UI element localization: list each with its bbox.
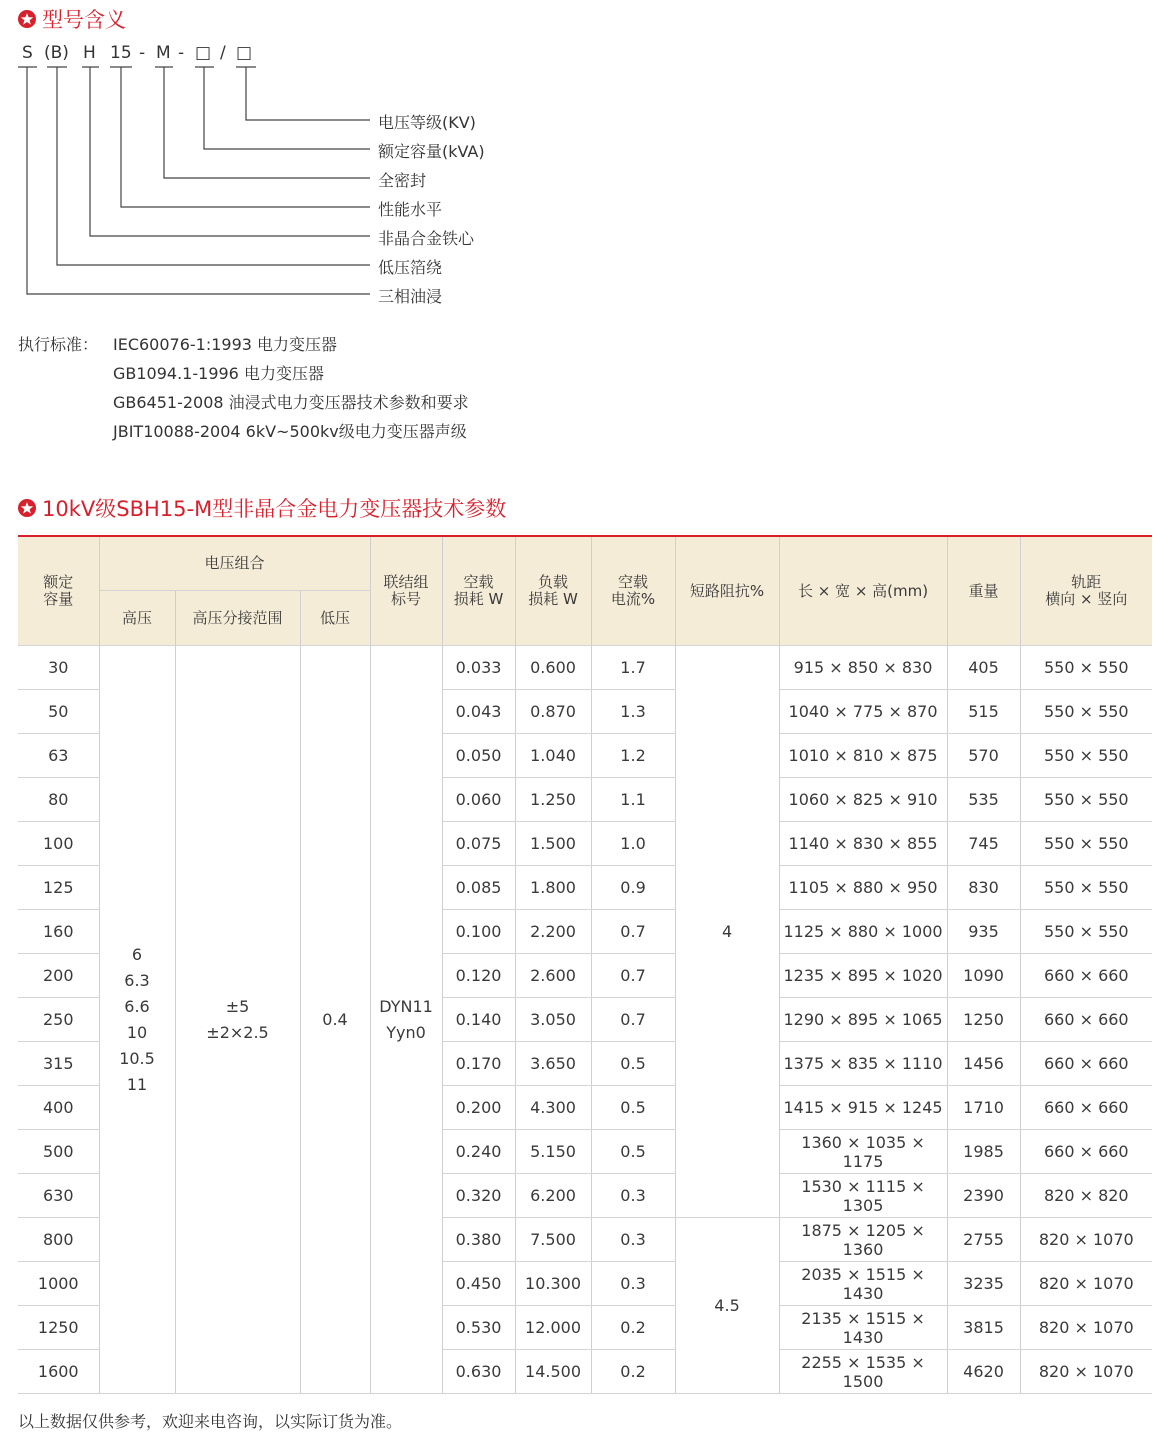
cell-gauge: 550 × 550 — [1020, 822, 1152, 866]
cell-gauge: 820 × 1070 — [1020, 1218, 1152, 1262]
cell-weight: 2390 — [947, 1174, 1020, 1218]
cell-weight: 535 — [947, 778, 1020, 822]
cell-gauge: 820 × 1070 — [1020, 1306, 1152, 1350]
cell-no-load-current: 0.7 — [591, 998, 675, 1042]
cell-weight: 405 — [947, 646, 1020, 690]
cell-weight: 935 — [947, 910, 1020, 954]
cell-weight: 515 — [947, 690, 1020, 734]
cell-capacity: 160 — [18, 910, 99, 954]
cell-no-load-current: 0.2 — [591, 1306, 675, 1350]
code-char: - — [178, 43, 185, 63]
cell-gauge: 660 × 660 — [1020, 998, 1152, 1042]
cell-weight: 4620 — [947, 1350, 1020, 1394]
cell-load-loss: 5.150 — [515, 1130, 591, 1174]
standard-line: GB6451-2008 油浸式电力变压器技术参数和要求 — [113, 393, 469, 412]
cell-no-load-current: 0.5 — [591, 1042, 675, 1086]
cell-no-load-loss: 0.043 — [442, 690, 515, 734]
cell-no-load-loss: 0.100 — [442, 910, 515, 954]
cell-capacity: 125 — [18, 866, 99, 910]
cell-no-load-current: 0.5 — [591, 1086, 675, 1130]
section-title-tech-params — [18, 493, 506, 523]
cell-dimensions: 2035 × 1515 × 1430 — [779, 1262, 947, 1306]
legend-rated-capacity: 额定容量(kVA) — [378, 142, 485, 161]
cell-capacity: 1250 — [18, 1306, 99, 1350]
cell-no-load-loss: 0.033 — [442, 646, 515, 690]
cell-dimensions: 1105 × 880 × 950 — [779, 866, 947, 910]
cell-capacity: 500 — [18, 1130, 99, 1174]
cell-impedance: 4 — [675, 646, 779, 1218]
cell-no-load-current: 1.1 — [591, 778, 675, 822]
code-char: H — [83, 43, 96, 63]
header-weight: 重量 — [947, 537, 1020, 646]
cell-no-load-current: 1.0 — [591, 822, 675, 866]
legend-three-phase-oil: 三相油浸 — [378, 287, 443, 306]
cell-no-load-current: 0.7 — [591, 910, 675, 954]
cell-no-load-loss: 0.060 — [442, 778, 515, 822]
cell-gauge: 660 × 660 — [1020, 954, 1152, 998]
cell-lv: 0.4 — [300, 646, 370, 1394]
cell-gauge: 550 × 550 — [1020, 690, 1152, 734]
cell-gauge: 820 × 1070 — [1020, 1350, 1152, 1394]
cell-dimensions: 915 × 850 × 830 — [779, 646, 947, 690]
cell-capacity: 315 — [18, 1042, 99, 1086]
cell-dimensions: 1235 × 895 × 1020 — [779, 954, 947, 998]
cell-load-loss: 2.200 — [515, 910, 591, 954]
cell-no-load-loss: 0.085 — [442, 866, 515, 910]
standard-line: GB1094.1-1996 电力变压器 — [113, 364, 324, 383]
cell-tap-range: ±5 ±2×2.5 — [175, 646, 300, 1394]
model-code-bracket-lines — [0, 0, 400, 310]
cell-capacity: 100 — [18, 822, 99, 866]
code-char: M — [156, 43, 171, 63]
cell-load-loss: 2.600 — [515, 954, 591, 998]
legend-performance-level: 性能水平 — [378, 200, 443, 219]
legend-lv-foil-winding: 低压箔绕 — [378, 258, 443, 277]
cell-no-load-loss: 0.075 — [442, 822, 515, 866]
cell-load-loss: 4.300 — [515, 1086, 591, 1130]
cell-weight: 570 — [947, 734, 1020, 778]
cell-gauge: 820 × 1070 — [1020, 1262, 1152, 1306]
cell-no-load-loss: 0.630 — [442, 1350, 515, 1394]
cell-no-load-loss: 0.050 — [442, 734, 515, 778]
cell-no-load-loss: 0.200 — [442, 1086, 515, 1130]
code-char: 15 — [110, 43, 132, 63]
cell-capacity: 50 — [18, 690, 99, 734]
cell-dimensions: 1415 × 915 × 1245 — [779, 1086, 947, 1130]
cell-dimensions: 2135 × 1515 × 1430 — [779, 1306, 947, 1350]
header-hv: 高压 — [99, 591, 175, 646]
header-load-loss: 负载 损耗 W — [515, 537, 591, 646]
cell-no-load-loss: 0.240 — [442, 1130, 515, 1174]
cell-load-loss: 7.500 — [515, 1218, 591, 1262]
cell-capacity: 1000 — [18, 1262, 99, 1306]
cell-capacity: 400 — [18, 1086, 99, 1130]
code-char: □ — [236, 43, 253, 63]
cell-dimensions: 2255 × 1535 × 1500 — [779, 1350, 947, 1394]
cell-weight: 1250 — [947, 998, 1020, 1042]
cell-no-load-current: 1.2 — [591, 734, 675, 778]
cell-impedance: 4.5 — [675, 1218, 779, 1394]
cell-dimensions: 1010 × 810 × 875 — [779, 734, 947, 778]
cell-no-load-loss: 0.170 — [442, 1042, 515, 1086]
cell-dimensions: 1125 × 880 × 1000 — [779, 910, 947, 954]
cell-dimensions: 1875 × 1205 × 1360 — [779, 1218, 947, 1262]
cell-dimensions: 1375 × 835 × 1110 — [779, 1042, 947, 1086]
cell-dimensions: 1040 × 775 × 870 — [779, 690, 947, 734]
legend-fully-sealed: 全密封 — [378, 171, 427, 190]
code-char: (B) — [44, 43, 69, 63]
cell-gauge: 660 × 660 — [1020, 1130, 1152, 1174]
cell-capacity: 250 — [18, 998, 99, 1042]
header-connection: 联结组 标号 — [370, 537, 442, 646]
cell-load-loss: 1.800 — [515, 866, 591, 910]
cell-no-load-current: 0.3 — [591, 1218, 675, 1262]
cell-weight: 1456 — [947, 1042, 1020, 1086]
cell-dimensions: 1290 × 895 × 1065 — [779, 998, 947, 1042]
cell-dimensions: 1530 × 1115 × 1305 — [779, 1174, 947, 1218]
star-bullet-icon — [18, 499, 36, 517]
cell-weight: 3815 — [947, 1306, 1020, 1350]
cell-no-load-loss: 0.140 — [442, 998, 515, 1042]
cell-weight: 1985 — [947, 1130, 1020, 1174]
header-impedance: 短路阻抗% — [675, 537, 779, 646]
cell-no-load-current: 0.2 — [591, 1350, 675, 1394]
header-gauge: 轨距 横向 × 竖向 — [1020, 537, 1152, 646]
cell-weight: 1090 — [947, 954, 1020, 998]
standard-line: IEC60076-1:1993 电力变压器 — [113, 335, 338, 354]
footer-disclaimer: 以上数据仅供参考，欢迎来电咨询，以实际订货为准。 — [18, 1412, 403, 1431]
cell-gauge: 550 × 550 — [1020, 646, 1152, 690]
cell-weight: 745 — [947, 822, 1020, 866]
cell-load-loss: 1.250 — [515, 778, 591, 822]
header-no-load-current: 空载 电流% — [591, 537, 675, 646]
cell-no-load-current: 0.3 — [591, 1174, 675, 1218]
cell-gauge: 660 × 660 — [1020, 1042, 1152, 1086]
cell-capacity: 80 — [18, 778, 99, 822]
cell-weight: 3235 — [947, 1262, 1020, 1306]
standard-line: JBIT10088-2004 6kV~500kv级电力变压器声级 — [113, 422, 467, 441]
cell-dimensions: 1360 × 1035 × 1175 — [779, 1130, 947, 1174]
code-char: □ — [195, 43, 212, 63]
code-char: - — [139, 43, 146, 63]
cell-dimensions: 1060 × 825 × 910 — [779, 778, 947, 822]
cell-weight: 1710 — [947, 1086, 1020, 1130]
header-lv: 低压 — [300, 591, 370, 646]
cell-gauge: 550 × 550 — [1020, 778, 1152, 822]
cell-load-loss: 12.000 — [515, 1306, 591, 1350]
cell-no-load-loss: 0.380 — [442, 1218, 515, 1262]
section-title-text: 型号含义 — [42, 8, 126, 32]
cell-gauge: 660 × 660 — [1020, 1086, 1152, 1130]
legend-amorphous-core: 非晶合金铁心 — [378, 229, 475, 248]
code-char: S — [22, 43, 33, 63]
cell-no-load-current: 1.3 — [591, 690, 675, 734]
cell-load-loss: 10.300 — [515, 1262, 591, 1306]
table-row — [18, 646, 1152, 690]
cell-weight: 830 — [947, 866, 1020, 910]
cell-no-load-current: 0.7 — [591, 954, 675, 998]
cell-no-load-loss: 0.320 — [442, 1174, 515, 1218]
cell-load-loss: 3.050 — [515, 998, 591, 1042]
header-rated-capacity: 额定 容量 — [18, 537, 99, 646]
cell-gauge: 820 × 820 — [1020, 1174, 1152, 1218]
cell-dimensions: 1140 × 830 × 855 — [779, 822, 947, 866]
cell-capacity: 63 — [18, 734, 99, 778]
cell-load-loss: 0.600 — [515, 646, 591, 690]
header-voltage-group: 电压组合 — [99, 537, 370, 591]
legend-voltage-level: 电压等级(KV) — [378, 113, 476, 132]
cell-capacity: 1600 — [18, 1350, 99, 1394]
cell-load-loss: 0.870 — [515, 690, 591, 734]
cell-load-loss: 14.500 — [515, 1350, 591, 1394]
code-char: / — [220, 43, 226, 63]
header-tap-range: 高压分接范围 — [175, 591, 300, 646]
standards-label: 执行标准： — [18, 335, 99, 354]
cell-capacity: 630 — [18, 1174, 99, 1218]
cell-capacity: 200 — [18, 954, 99, 998]
cell-load-loss: 1.500 — [515, 822, 591, 866]
cell-load-loss: 1.040 — [515, 734, 591, 778]
cell-no-load-loss: 0.450 — [442, 1262, 515, 1306]
cell-capacity: 30 — [18, 646, 99, 690]
cell-no-load-loss: 0.530 — [442, 1306, 515, 1350]
cell-load-loss: 6.200 — [515, 1174, 591, 1218]
cell-capacity: 800 — [18, 1218, 99, 1262]
tech-params-table — [18, 537, 1152, 1394]
header-dimensions: 长 × 宽 × 高(mm) — [779, 537, 947, 646]
cell-connection: DYN11 Yyn0 — [370, 646, 442, 1394]
cell-no-load-current: 1.7 — [591, 646, 675, 690]
cell-weight: 2755 — [947, 1218, 1020, 1262]
cell-gauge: 550 × 550 — [1020, 734, 1152, 778]
cell-gauge: 550 × 550 — [1020, 910, 1152, 954]
cell-gauge: 550 × 550 — [1020, 866, 1152, 910]
header-no-load-loss: 空载 损耗 W — [442, 537, 515, 646]
cell-no-load-current: 0.3 — [591, 1262, 675, 1306]
section-title-text: 10kV级SBH15-M型非晶合金电力变压器技术参数 — [42, 497, 507, 521]
cell-load-loss: 3.650 — [515, 1042, 591, 1086]
cell-no-load-current: 0.5 — [591, 1130, 675, 1174]
cell-no-load-current: 0.9 — [591, 866, 675, 910]
cell-no-load-loss: 0.120 — [442, 954, 515, 998]
cell-hv: 6 6.3 6.6 10 10.5 11 — [99, 646, 175, 1394]
